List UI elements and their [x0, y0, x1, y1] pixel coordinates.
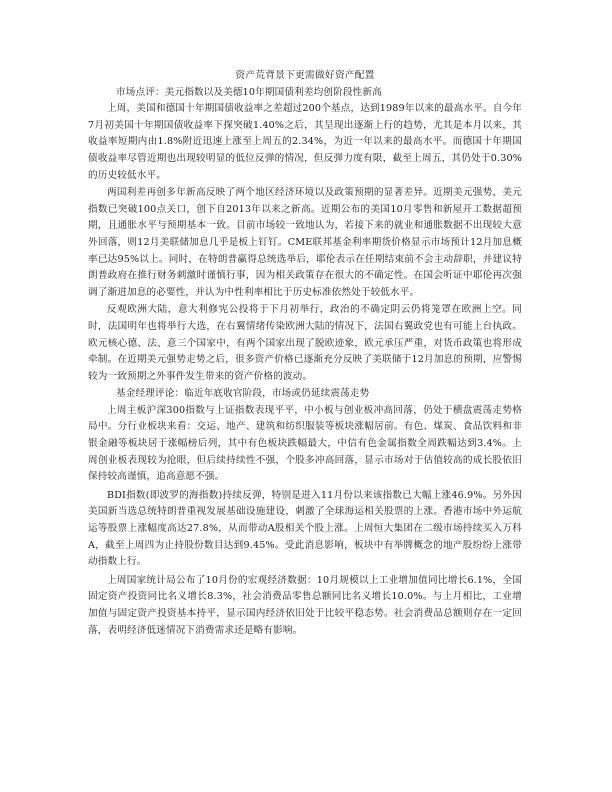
- paragraph-sector-performance: 上周主板沪深300指数与上证指数表现平平，中小板与创业板冲高回落，仍处于横盘震荡走势格局中。分行业板块来看：交运、地产、建筑和纺织服装等板块涨幅居前。有色、煤炭、食品饮料和非银金融等板块居于涨幅榜后列，其中有色板块跌幅最大，中信有色金属指数全周跌幅达到3.4%。上周创业板表现较为抢眼，但后续持续性不强，个股多冲高回落，显示市场对于估值较高的成长股依旧保持较高谨慎，追高意愿不强。: [88, 404, 522, 483]
- paragraph-european-politics: 反观欧洲大陆，意大利修宪公投将于下月初举行，政治的不确定阴云仍将笼罩在欧洲上空。同时，法国明年也将举行大选，在右翼情绪传染欧洲大陆的情况下，法国右翼政党也有可能上台执政。欧元核心德、法、意三个国家中，有两个国家出现了脱欧迹象，欧元承压严重，对货币政策也将形成牵制。在近期美元强势走势之后，很多资产价格已逐渐充分反映了美联储于12月加息的预期，应警惕较为一致预期之外事件发生带来的资产价格的波动。: [88, 304, 522, 382]
- section-heading-fund-manager-comment: 基金经理评论：临近年底收官阶段，市场或仍延续震荡走势: [116, 388, 370, 400]
- section-heading-market-review: 市场点评：美元指数以及美德10年期国债利差均创阶段性新高: [116, 86, 382, 98]
- document-title: 资产荒背景下更需做好资产配置: [235, 70, 375, 81]
- paragraph-macro-data: 上周国家统计局公布了10月份的宏观经济数据：10月规模以上工业增加值同比增长6.1%，全国固定资产投资同比名义增长8.3%，社会消费品零售总额同比名义增长10.0%。与上月相比，工业增加值与固定资产投资基本持平，显示国内经济依旧处于比较平稳态势。社会消费品总额则存在一定回落，表明经济低迷情况下消费需求还是略有影响。: [88, 574, 522, 636]
- paragraph-us-german-yield-spread: 上周，美国和德国十年期国债收益率之差超过200个基点，达到1989年以来的最高水平。自今年7月初美国十年期国债收益率下探突破1.40%之后，其呈现出逐渐上行的趋势，尤其是本月以来，其收益率短期内由1.8%附近迅速上涨至上周五的2.34%，为近一年以来的最高水平。而德国十年期国债收益率尽管近期也出现较明显的低位反弹的情况，但反弹力度有限，截至上周五，其仍处于0.30%的历史较低水平。: [88, 103, 522, 181]
- document-page: [88, 68, 522, 639]
- paragraph-bdi-index: BDI指数(即波罗的海指数)持续反弹，特别是进入11月份以来该指数已大幅上涨46.9%。另外因美国新当选总统特朗普重视发展基础设施建设，刺激了全球海运相关股票的上涨。香港市场中外运航运等股票上涨幅度高达27.8%，从而带动A股相关个股上涨。上周恒大集团在二级市场持续买入万科A，截至上周四为止持股份数目达到9.45%。受此消息影响，板块中有举牌概念的地产股纷纷上涨带动指数上行。: [88, 489, 522, 568]
- paragraph-policy-divergence: 两国利差再创多年新高反映了两个地区经济环境以及政策预期的显著差异。近期美元强势，美元指数已突破100点关口，创下自2013年以来之新高。近期公布的美国10月零售和新屋开工数据超预期，且通胀水平与预期基本一致。目前市场较一致地认为，若接下来的就业和通胀数据不出现较大意外回落，则12月美联储加息几乎是板上钉钉。CME联邦基金利率期货价格显示市场预计12月加息概率已达95%以上。同时，在特朗普赢得总统选举后，耶伦表示在任期结束前不会主动辞职，并建议特朗普政府在推行财务刺激时谨慎行事，因为相关政策存在很大的不确定性。在国会听证中耶伦再次强调了渐进加息的必要性，并认为中性利率相比于历史标准依然处于较低水平。: [88, 187, 522, 298]
